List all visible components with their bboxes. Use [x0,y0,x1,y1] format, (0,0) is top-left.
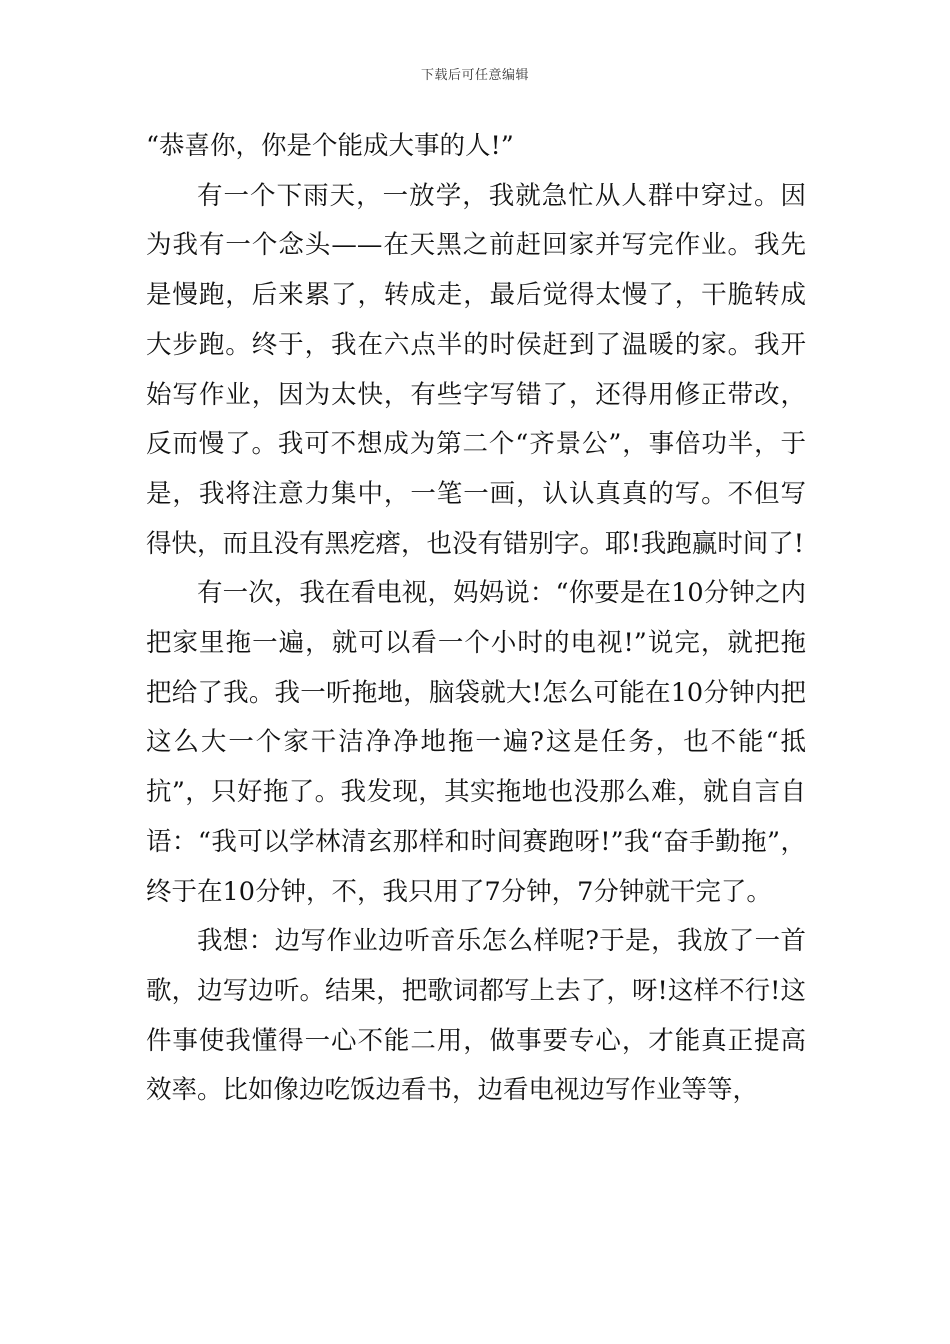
paragraph-1: “恭喜你，你是个能成大事的人!” [146,131,514,161]
page-header: 下载后可任意编辑 [420,68,529,83]
paragraph-4: 我想：边写作业边听音乐怎么样呢?于是，我放了一首歌，边写边听。结果，把歌词都写上去了，呀!这样不行!这件事使我懂得一心不能二用，做事要专心，才能真正提高效率。比如像边吃饭边看书，边看电视边写作业等等， [146,926,806,1106]
paragraph-2: 有一个下雨天，一放学，我就急忙从人群中穿过。因为我有一个念头——在天黑之前赶回家并写完作业。我先是慢跑，后来累了，转成走，最后觉得太慢了，干脆转成大步跑。终于，我在六点半的时侯赶到了温暖的家。我开始写作业，因为太快，有些字写错了，还得用修正带改，反而慢了。我可不想成为第二个“齐景公”，事倍功半，于是，我将注意力集中，一笔一画，认认真真的写。不但写得快，而且没有黑疙瘩，也没有错别字。耶!我跑赢时间了! [146,180,806,559]
paragraph-3: 有一次，我在看电视，妈妈说：“你要是在10分钟之内把家里拖一遍，就可以看一个小时的电视!”说完，就把拖把给了我。我一听拖地，脑袋就大!怎么可能在10分钟内把这么大一个家干洁净净地拖一遍?这是任务，也不能“抵抗”，只好拖了。我发现，其实拖地也没那么难，就自言自语：“我可以学林清玄那样和时间赛跑呀!”我“奋手勤拖”，终于在10分钟，不，我只用了7分钟，7分钟就干完了。 [146,578,806,907]
document-body [146,122,806,1116]
